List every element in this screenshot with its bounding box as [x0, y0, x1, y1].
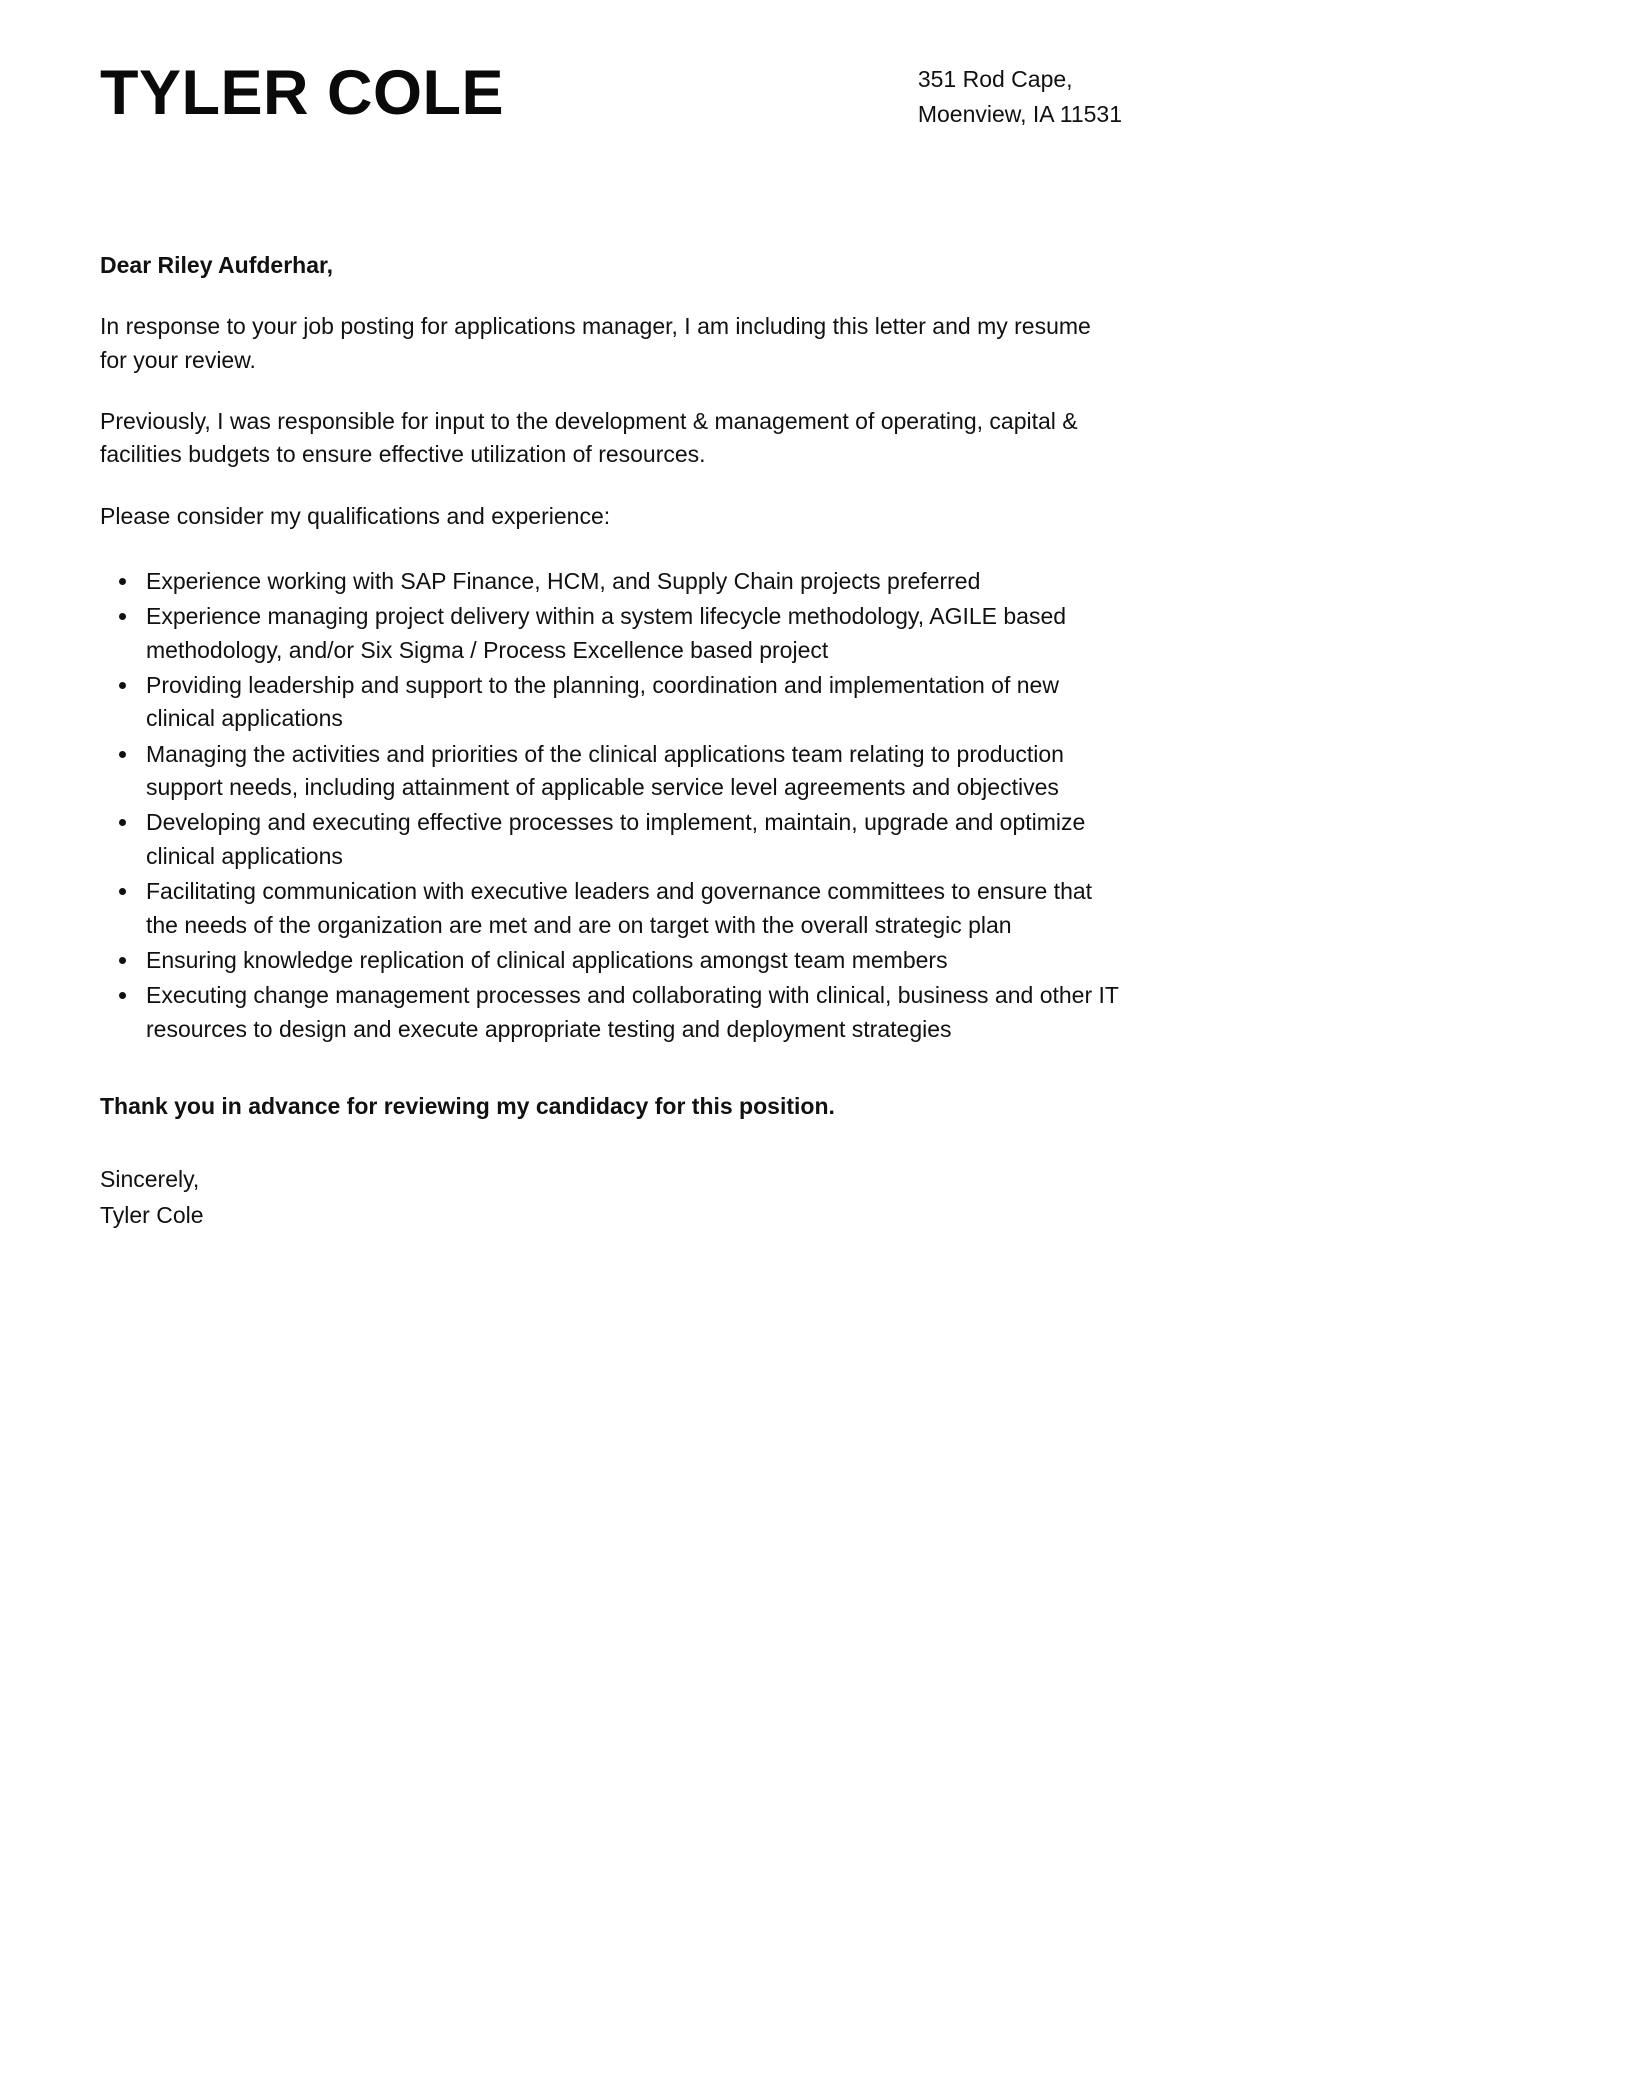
salutation: Dear Riley Aufderhar,: [100, 252, 334, 278]
address-line-1: 351 Rod Cape,: [917, 66, 1073, 92]
list-item: • Experience working with SAP Finance, HCM, and Supply Chain projects preferred: [140, 565, 1122, 598]
list-item: • Facilitating communication with executive leaders and governance committees to ensure that the needs of the organization are met and are on target with the overall strategic plan: [140, 875, 1122, 942]
letter-header: [100, 58, 1122, 131]
list-item: • Managing the activities and priorities of the clinical applications team relating to production support needs, including attainment of applicable service level agreements and objectives: [140, 738, 1122, 805]
experience-paragraph: Previously, I was responsible for input to the development & management of operating, capital & facilities budgets to ensure effective utilization of resources.: [100, 408, 1078, 468]
applicant-name: TYLER COLE: [100, 58, 505, 128]
address-block: [918, 58, 1122, 131]
letter-body: [100, 249, 1122, 1232]
list-item: • Ensuring knowledge replication of clinical applications amongst team members: [140, 944, 1122, 977]
list-item: • Executing change management processes and collaborating with clinical, business and other IT resources to design and execute appropriate testing and deployment strategies: [140, 979, 1122, 1046]
address-line-2: Moenview, IA 11531: [917, 100, 1122, 127]
qualifications-lead-in: Please consider my qualifications and experience:: [100, 502, 611, 529]
intro-paragraph: In response to your job posting for applications manager, I am including this letter and my resume for your review.: [100, 313, 1091, 373]
letter-content: [100, 58, 1122, 1232]
signature-name: Tyler Cole: [100, 1201, 204, 1228]
list-item: • Providing leadership and support to the planning, coordination and implementation of new clinical applications: [140, 669, 1122, 736]
closing-statement: Thank you in advance for reviewing my candidacy for this position.: [100, 1092, 835, 1119]
list-item: • Experience managing project delivery within a system lifecycle methodology, AGILE based methodology, and/or Six Sigma / Process Excellence based project: [140, 600, 1122, 667]
signoff: Sincerely,: [100, 1166, 200, 1193]
qualifications-list: [122, 565, 1122, 1046]
list-item: • Developing and executing effective processes to implement, maintain, upgrade and optimize clinical applications: [140, 806, 1122, 873]
